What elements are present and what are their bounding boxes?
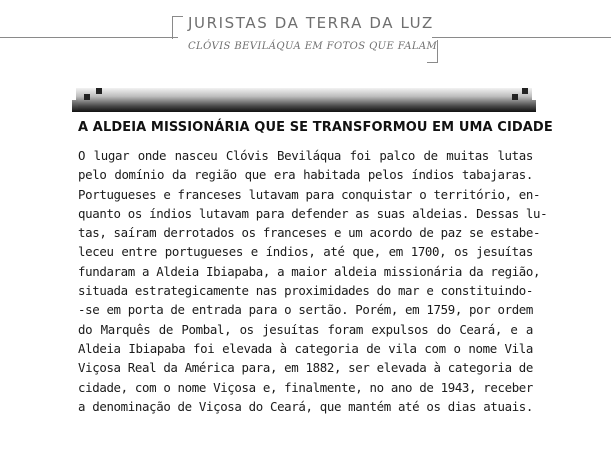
series-subtitle: CLÓVIS BEVILÁQUA EM FOTOS QUE FALAM xyxy=(188,41,438,52)
banner-pixel xyxy=(84,94,90,100)
header-bracket-top-left xyxy=(172,16,183,39)
body-line: Portugueses e franceses lutavam para conquistar o território, en- xyxy=(78,186,541,202)
page-header xyxy=(0,0,611,70)
body-line: cidade, com o nome Viçosa e, finalmente, no ano de 1943, receber xyxy=(78,379,534,395)
body-line: fundaram a Aldeia Ibiapaba, a maior aldeia missionária da região, xyxy=(78,263,541,279)
body-line: tas, saíram derrotados os franceses e um acordo de paz se estabe- xyxy=(78,225,541,241)
banner-pixel xyxy=(512,94,518,100)
body-line: Viçosa Real da América para, em 1882, ser elevada à categoria de xyxy=(78,360,534,376)
body-line: quanto os índios lutavam para defender as suas aldeias. Dessas lu- xyxy=(78,205,548,221)
header-rule-right xyxy=(432,37,611,38)
article-body xyxy=(78,146,548,416)
body-line: Aldeia Ibiapaba foi elevada à categoria de vila com o nome Vila xyxy=(78,340,533,356)
body-line: O lugar onde nasceu Clóvis Beviláqua foi palco de muitas lutas xyxy=(78,148,533,163)
series-title: JURISTAS DA TERRA DA LUZ xyxy=(188,14,434,32)
article-title: A ALDEIA MISSIONÁRIA QUE SE TRANSFORMOU EM UMA CIDADE xyxy=(78,120,553,135)
banner-step-left xyxy=(72,100,78,112)
banner-pixel xyxy=(522,88,528,94)
header-rule-left xyxy=(0,37,178,38)
banner-step-right xyxy=(530,100,536,112)
body-line: a denominação de Viçosa do Ceará, que mantém até os dias atuais. xyxy=(78,398,534,414)
body-line: -se em porta de entrada para o sertão. Porém, em 1759, por ordem xyxy=(78,302,534,318)
banner-pixel xyxy=(96,88,102,94)
body-line: do Marquês de Pombal, os jesuítas foram expulsos do Ceará, e a xyxy=(78,321,533,337)
body-line: situada estrategicamente nas proximidades do mar e constituindo- xyxy=(78,283,534,299)
body-line: pelo domínio da região que era habitada pelos índios tabajaras. xyxy=(78,167,533,183)
body-line: leceu entre portugueses e índios, até que, em 1700, os jesuítas xyxy=(78,244,533,260)
banner-gradient-bar xyxy=(76,88,532,112)
